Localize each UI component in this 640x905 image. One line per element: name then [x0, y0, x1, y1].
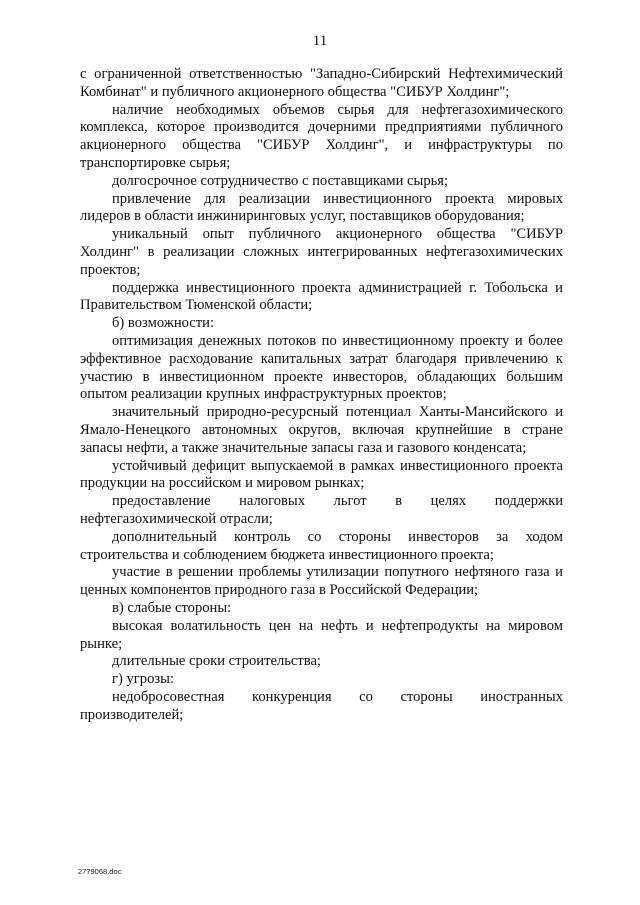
paragraph: наличие необходимых объемов сырья для нефтегазохимического комплекса, которое производится дочерними предприятиями публичного акционерного общества "СИБУР Холдинг", и инфраструктуры по транспортировке сырья;: [80, 101, 563, 171]
paragraph: с ограниченной ответственностью "Западно-Сибирский Нефтехимический Комбинат" и публичного акционерного общества "СИБУР Холдинг";: [80, 66, 563, 100]
paragraph: высокая волатильность цен на нефть и нефтепродукты на мировом рынке;: [80, 617, 563, 652]
paragraph: значительный природно-ресурсный потенциал Ханты-Мансийского и Ямало-Ненецкого автономных округов, включая крупнейшие в стране запасы нефти, а также значительные запасы газа и газового конденсата;: [80, 404, 563, 456]
paragraph: долгосрочное сотрудничество с поставщиками сырья;: [112, 172, 449, 189]
paragraph: предоставление налоговых льгот в целях поддержки нефтегазохимической отрасли;: [80, 493, 563, 527]
paragraph: дополнительный контроль со стороны инвесторов за ходом строительства и соблюдением бюджета инвестиционного проекта;: [80, 528, 563, 563]
paragraph: недобросовестная конкуренция со стороны иностранных производителей;: [80, 688, 563, 723]
paragraph: участие в решении проблемы утилизации попутного нефтяного газа и ценных компонентов природного газа в Российской Федерации;: [80, 564, 563, 599]
paragraph: привлечение для реализации инвестиционного проекта мировых лидеров в области инжиниринговых услуг, поставщиков оборудования;: [80, 190, 563, 225]
footer-filename: 2779068.doc: [78, 867, 122, 876]
document-body: [80, 66, 563, 724]
paragraph: оптимизация денежных потоков по инвестиционному проекту и более эффективное расходование капитальных затрат благодаря привлечению к участию в инвестиционном проекте инвесторов, обладающих большим опытом реализации крупных инфраструктурных проектов;: [80, 332, 563, 403]
paragraph: поддержка инвестиционного проекта администрацией г. Тобольска и Правительством Тюменской области;: [80, 279, 563, 314]
section-heading: в) слабые стороны:: [112, 599, 232, 616]
paragraph: уникальный опыт публичного акционерного общества "СИБУР Холдинг" в реализации сложных интегрированных нефтегазохимических проектов;: [80, 226, 563, 278]
section-heading: б) возможности:: [112, 315, 215, 332]
paragraph: длительные сроки строительства;: [112, 653, 321, 670]
paragraph: устойчивый дефицит выпускаемой в рамках инвестиционного проекта продукции на российском и мировом рынках;: [80, 457, 563, 492]
page-number: 11: [312, 33, 328, 49]
section-heading: г) угрозы:: [112, 671, 174, 688]
